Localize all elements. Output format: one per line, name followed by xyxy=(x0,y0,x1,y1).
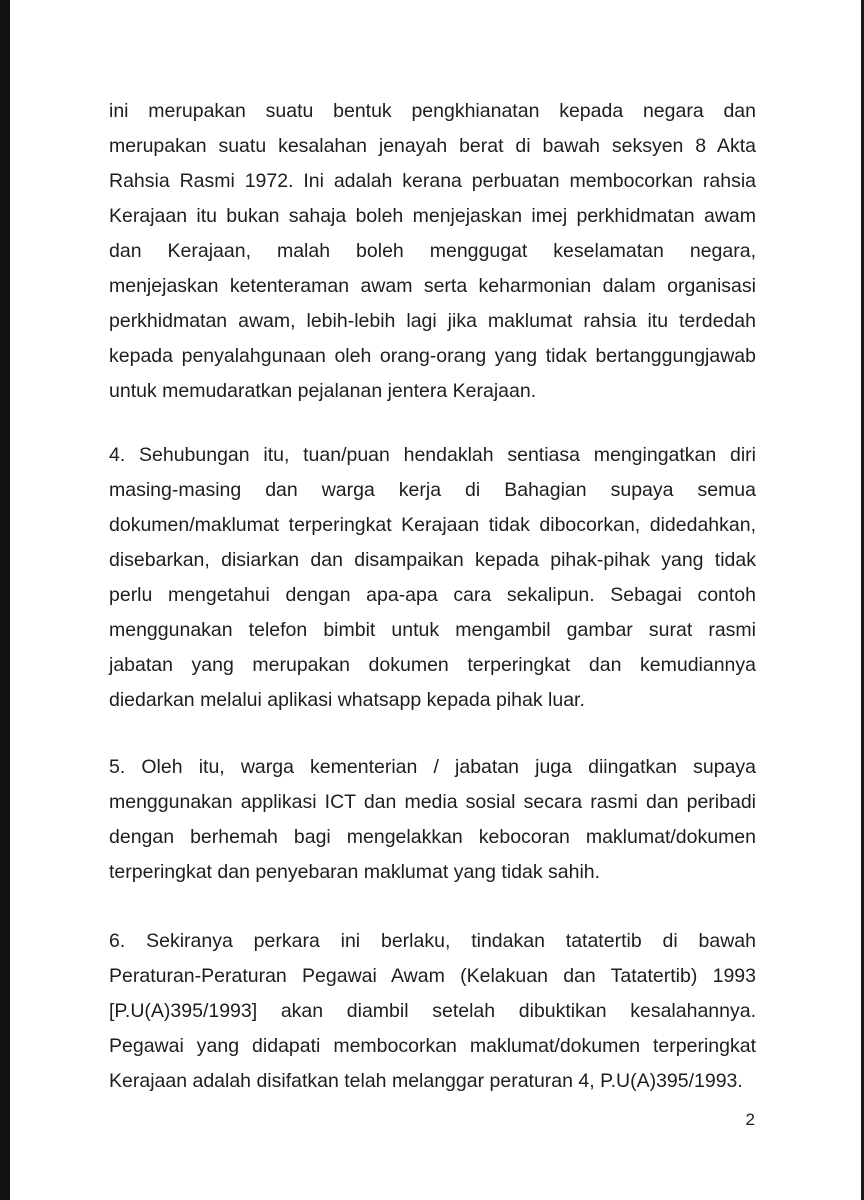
paragraph-line: [P.U(A)395/1993] akan diambil setelah dibuktikan kesalahannya. xyxy=(109,1000,756,1022)
paragraph-line: Pegawai yang didapati membocorkan maklumat/dokumen terperingkat xyxy=(109,1035,756,1057)
paragraph-line: untuk memudaratkan pejalanan jentera Kerajaan. xyxy=(109,380,537,402)
paragraph-line: dokumen/maklumat terperingkat Kerajaan tidak dibocorkan, didedahkan, xyxy=(109,514,756,536)
paragraph-line: perkhidmatan awam, lebih-lebih lagi jika maklumat rahsia itu terdedah xyxy=(109,310,756,332)
paragraph-6 xyxy=(109,924,756,1099)
paragraph-line: dengan berhemah bagi mengelakkan kebocoran maklumat/dokumen xyxy=(109,826,756,848)
paragraph-line: 4. Sehubungan itu, tuan/puan hendaklah sentiasa mengingatkan diri xyxy=(109,444,756,466)
paragraph-line: perlu mengetahui dengan apa-apa cara sekalipun. Sebagai contoh xyxy=(109,584,756,606)
paragraph-line: Kerajaan itu bukan sahaja boleh menjejaskan imej perkhidmatan awam xyxy=(109,205,756,227)
paragraph-line: Kerajaan adalah disifatkan telah melanggar peraturan 4, P.U(A)395/1993. xyxy=(109,1070,743,1092)
paragraph-line: Rahsia Rasmi 1972. Ini adalah kerana perbuatan membocorkan rahsia xyxy=(109,170,756,192)
paragraph-continuation xyxy=(109,94,756,409)
paragraph-5 xyxy=(109,750,756,890)
paragraph-line: ini merupakan suatu bentuk pengkhianatan kepada negara dan xyxy=(109,100,756,122)
paragraph-line: disebarkan, disiarkan dan disampaikan kepada pihak-pihak yang tidak xyxy=(109,549,756,571)
paragraph-line: masing-masing dan warga kerja di Bahagian supaya semua xyxy=(109,479,756,501)
paragraph-4 xyxy=(109,438,756,718)
paragraph-line: menjejaskan ketenteraman awam serta keharmonian dalam organisasi xyxy=(109,275,756,297)
paragraph-line: 5. Oleh itu, warga kementerian / jabatan juga diingatkan supaya xyxy=(109,756,756,778)
paragraph-line: jabatan yang merupakan dokumen terperingkat dan kemudiannya xyxy=(109,654,756,676)
paragraph-line: terperingkat dan penyebaran maklumat yang tidak sahih. xyxy=(109,861,601,883)
paragraph-line: Peraturan-Peraturan Pegawai Awam (Kelakuan dan Tatatertib) 1993 xyxy=(109,965,756,987)
paragraph-line: kepada penyalahgunaan oleh orang-orang yang tidak bertanggungjawab xyxy=(109,345,756,367)
page-number: 2 xyxy=(745,1110,755,1129)
paragraph-line: diedarkan melalui aplikasi whatsapp kepada pihak luar. xyxy=(109,689,585,711)
paragraph-line: menggunakan telefon bimbit untuk mengambil gambar surat rasmi xyxy=(109,619,756,641)
paragraph-line: dan Kerajaan, malah boleh menggugat keselamatan negara, xyxy=(109,240,756,262)
left-scan-edge xyxy=(0,0,10,1200)
paragraph-line: menggunakan applikasi ICT dan media sosial secara rasmi dan peribadi xyxy=(109,791,756,813)
paragraph-line: merupakan suatu kesalahan jenayah berat di bawah seksyen 8 Akta xyxy=(109,135,756,157)
paragraph-line: 6. Sekiranya perkara ini berlaku, tindakan tatatertib di bawah xyxy=(109,930,756,952)
